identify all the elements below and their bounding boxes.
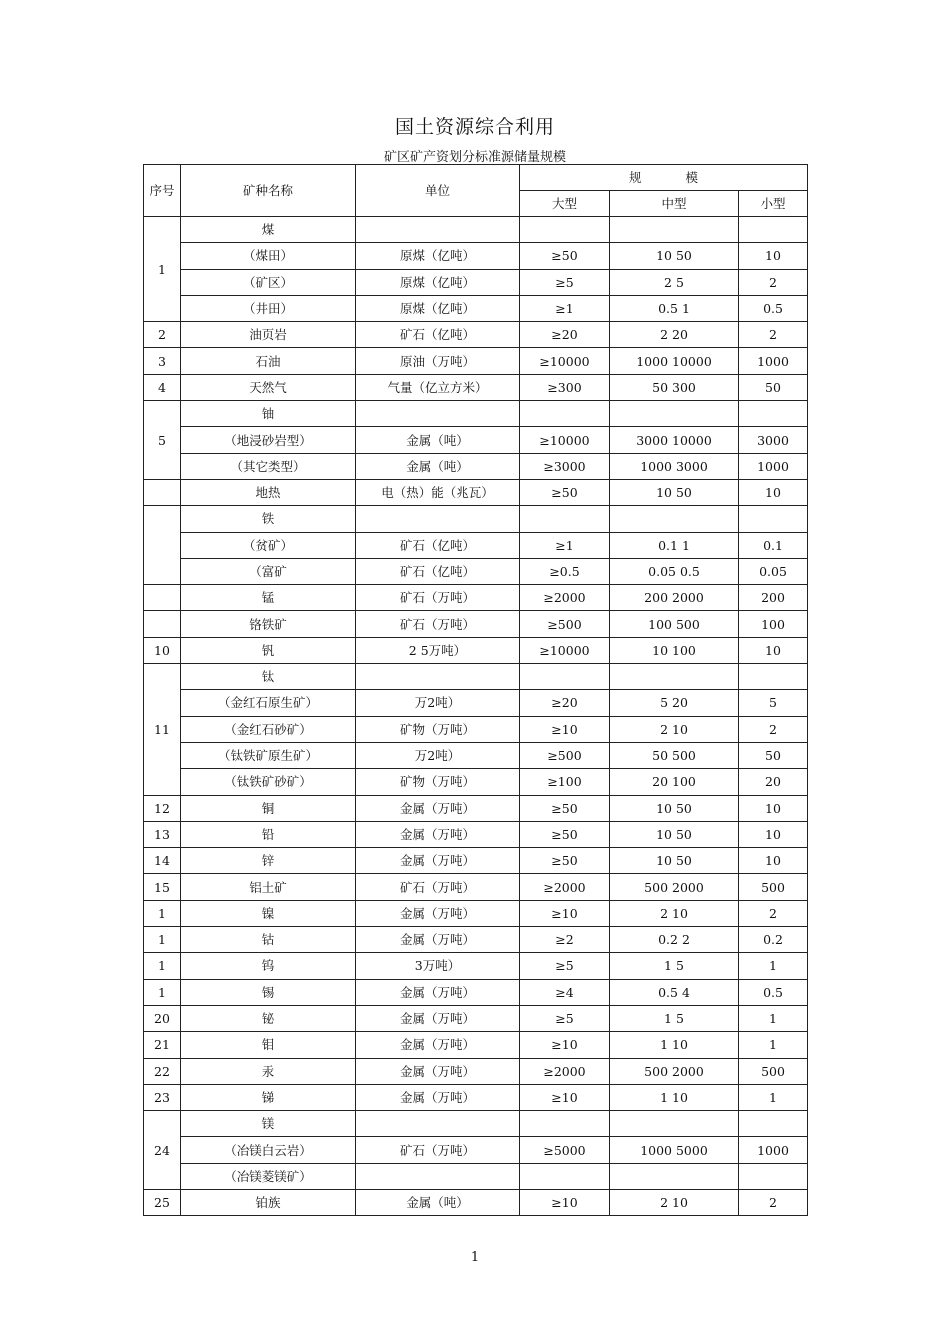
table-row	[144, 874, 808, 900]
cell-small: 50	[739, 742, 808, 768]
cell-large: ≥2	[520, 927, 610, 953]
cell-large: ≥2000	[520, 1058, 610, 1084]
cell-unit: 金属（吨）	[356, 1189, 520, 1215]
cell-no: 1	[144, 217, 181, 322]
cell-unit: 万2吨）	[356, 742, 520, 768]
cell-large: ≥20	[520, 322, 610, 348]
cell-small: 500	[739, 874, 808, 900]
cell-small	[739, 1163, 808, 1189]
cell-medium: 2 10	[610, 900, 739, 926]
cell-medium: 2 5	[610, 269, 739, 295]
cell-name: （冶镁白云岩）	[181, 1137, 356, 1163]
cell-name: 锰	[181, 585, 356, 611]
cell-small: 3000	[739, 427, 808, 453]
table-row	[144, 348, 808, 374]
table-row	[144, 585, 808, 611]
cell-no: 11	[144, 664, 181, 795]
cell-unit	[356, 217, 520, 243]
cell-small: 1	[739, 1084, 808, 1110]
cell-name: 锑	[181, 1084, 356, 1110]
cell-unit: 金属（万吨）	[356, 900, 520, 926]
cell-medium	[610, 217, 739, 243]
cell-small: 0.5	[739, 979, 808, 1005]
cell-medium: 200 2000	[610, 585, 739, 611]
cell-unit: 金属（吨）	[356, 427, 520, 453]
table-row	[144, 558, 808, 584]
cell-medium: 50 500	[610, 742, 739, 768]
table-row	[144, 1163, 808, 1189]
cell-unit: 金属（万吨）	[356, 1084, 520, 1110]
cell-small: 10	[739, 821, 808, 847]
cell-large: ≥10	[520, 900, 610, 926]
cell-no: 10	[144, 637, 181, 663]
cell-unit: 2 5万吨）	[356, 637, 520, 663]
cell-name: 铜	[181, 795, 356, 821]
cell-small: 1	[739, 1032, 808, 1058]
cell-name: （钛铁矿原生矿）	[181, 742, 356, 768]
cell-medium: 1 10	[610, 1084, 739, 1110]
table-row	[144, 243, 808, 269]
cell-large: ≥50	[520, 821, 610, 847]
table-row	[144, 664, 808, 690]
table-row	[144, 532, 808, 558]
table-row	[144, 1005, 808, 1031]
cell-unit: 金属（万吨）	[356, 1058, 520, 1084]
cell-no	[144, 479, 181, 505]
cell-medium	[610, 401, 739, 427]
table-row	[144, 769, 808, 795]
cell-large: ≥1	[520, 532, 610, 558]
cell-large: ≥10	[520, 1084, 610, 1110]
cell-unit: 原油（万吨）	[356, 348, 520, 374]
cell-name: 镍	[181, 900, 356, 926]
cell-name: 铋	[181, 1005, 356, 1031]
cell-small: 10	[739, 795, 808, 821]
cell-unit: 矿石（万吨）	[356, 611, 520, 637]
cell-unit: 金属（吨）	[356, 453, 520, 479]
cell-small: 500	[739, 1058, 808, 1084]
cell-large	[520, 664, 610, 690]
cell-unit: 原煤（亿吨）	[356, 243, 520, 269]
cell-small: 2	[739, 1189, 808, 1215]
cell-medium: 1 5	[610, 1005, 739, 1031]
cell-no: 24	[144, 1111, 181, 1190]
cell-large: ≥5	[520, 269, 610, 295]
cell-small: 10	[739, 848, 808, 874]
cell-no: 4	[144, 374, 181, 400]
cell-medium: 10 50	[610, 479, 739, 505]
cell-no: 15	[144, 874, 181, 900]
cell-small: 1	[739, 1005, 808, 1031]
cell-small: 1	[739, 953, 808, 979]
cell-medium: 2 10	[610, 716, 739, 742]
cell-medium: 1 5	[610, 953, 739, 979]
table-row	[144, 1058, 808, 1084]
cell-small: 200	[739, 585, 808, 611]
cell-large	[520, 1111, 610, 1137]
cell-unit: 矿石（亿吨）	[356, 322, 520, 348]
cell-no	[144, 585, 181, 611]
cell-large: ≥5	[520, 953, 610, 979]
cell-large	[520, 506, 610, 532]
cell-name: 铁	[181, 506, 356, 532]
cell-large	[520, 1163, 610, 1189]
header-unit: 单位	[356, 165, 520, 217]
cell-name: （贫矿）	[181, 532, 356, 558]
cell-unit: 矿物（万吨）	[356, 716, 520, 742]
cell-no: 25	[144, 1189, 181, 1215]
cell-large	[520, 401, 610, 427]
cell-name: （金红石砂矿）	[181, 716, 356, 742]
cell-unit: 万2吨）	[356, 690, 520, 716]
cell-large: ≥50	[520, 479, 610, 505]
cell-large: ≥20	[520, 690, 610, 716]
header-scale	[520, 165, 808, 191]
cell-name: 铅	[181, 821, 356, 847]
table-row	[144, 611, 808, 637]
cell-unit: 电（热）能（兆瓦）	[356, 479, 520, 505]
cell-no: 5	[144, 401, 181, 480]
cell-unit: 3万吨）	[356, 953, 520, 979]
cell-large: ≥2000	[520, 585, 610, 611]
cell-unit: 原煤（亿吨）	[356, 269, 520, 295]
cell-unit: 矿石（万吨）	[356, 874, 520, 900]
cell-unit: 原煤（亿吨）	[356, 295, 520, 321]
table-row	[144, 953, 808, 979]
table-row	[144, 900, 808, 926]
cell-unit: 气量（亿立方米）	[356, 374, 520, 400]
cell-large: ≥300	[520, 374, 610, 400]
table-row	[144, 637, 808, 663]
cell-large: ≥1	[520, 295, 610, 321]
cell-medium: 20 100	[610, 769, 739, 795]
cell-large: ≥5	[520, 1005, 610, 1031]
cell-small: 2	[739, 322, 808, 348]
cell-name: 石油	[181, 348, 356, 374]
cell-large: ≥4	[520, 979, 610, 1005]
cell-medium: 3000 10000	[610, 427, 739, 453]
cell-name: 铀	[181, 401, 356, 427]
page-number: 1	[470, 1250, 480, 1265]
cell-large: ≥0.5	[520, 558, 610, 584]
cell-name: 钴	[181, 927, 356, 953]
cell-medium: 2 10	[610, 1189, 739, 1215]
cell-medium: 10 100	[610, 637, 739, 663]
cell-name: 油页岩	[181, 322, 356, 348]
table-row	[144, 1084, 808, 1110]
table-row	[144, 1032, 808, 1058]
cell-no: 12	[144, 795, 181, 821]
cell-name: 铬铁矿	[181, 611, 356, 637]
cell-medium: 10 50	[610, 795, 739, 821]
header-large: 大型	[520, 191, 610, 217]
table-row	[144, 979, 808, 1005]
cell-medium: 5 20	[610, 690, 739, 716]
cell-small	[739, 401, 808, 427]
cell-small: 100	[739, 611, 808, 637]
cell-small: 10	[739, 479, 808, 505]
cell-unit: 矿物（万吨）	[356, 769, 520, 795]
cell-large: ≥3000	[520, 453, 610, 479]
cell-unit	[356, 1111, 520, 1137]
cell-unit: 金属（万吨）	[356, 821, 520, 847]
cell-large: ≥10000	[520, 348, 610, 374]
cell-no: 20	[144, 1005, 181, 1031]
cell-no	[144, 506, 181, 585]
cell-medium: 10 50	[610, 848, 739, 874]
cell-no: 1	[144, 927, 181, 953]
cell-large: ≥10000	[520, 637, 610, 663]
table-row	[144, 716, 808, 742]
cell-large: ≥5000	[520, 1137, 610, 1163]
table-row	[144, 401, 808, 427]
cell-small	[739, 217, 808, 243]
cell-name: 铝土矿	[181, 874, 356, 900]
cell-no: 3	[144, 348, 181, 374]
cell-medium: 500 2000	[610, 874, 739, 900]
cell-no: 23	[144, 1084, 181, 1110]
cell-small: 50	[739, 374, 808, 400]
cell-name: （冶镁菱镁矿）	[181, 1163, 356, 1189]
cell-medium: 0.5 4	[610, 979, 739, 1005]
table-row	[144, 690, 808, 716]
table-row	[144, 506, 808, 532]
table-row	[144, 269, 808, 295]
cell-no: 21	[144, 1032, 181, 1058]
table-body	[144, 217, 808, 1216]
document-title: 国土资源综合利用	[394, 116, 555, 138]
table-row	[144, 1189, 808, 1215]
cell-no	[144, 611, 181, 637]
cell-small: 0.2	[739, 927, 808, 953]
cell-medium: 0.5 1	[610, 295, 739, 321]
cell-no: 1	[144, 900, 181, 926]
cell-medium: 100 500	[610, 611, 739, 637]
cell-small: 0.05	[739, 558, 808, 584]
cell-medium	[610, 1163, 739, 1189]
cell-unit: 金属（万吨）	[356, 927, 520, 953]
table-row	[144, 479, 808, 505]
table-row	[144, 322, 808, 348]
table-row	[144, 742, 808, 768]
cell-name: （富矿	[181, 558, 356, 584]
cell-unit: 矿石（万吨）	[356, 585, 520, 611]
cell-no: 22	[144, 1058, 181, 1084]
table-row	[144, 427, 808, 453]
cell-medium: 10 50	[610, 821, 739, 847]
cell-large: ≥50	[520, 848, 610, 874]
cell-unit	[356, 1163, 520, 1189]
cell-small: 10	[739, 243, 808, 269]
table-row	[144, 795, 808, 821]
table-row	[144, 848, 808, 874]
cell-unit: 金属（万吨）	[356, 848, 520, 874]
header-scale-label: 规 模	[629, 170, 718, 185]
header-no: 序号	[144, 165, 181, 217]
table-row	[144, 821, 808, 847]
cell-medium: 10 50	[610, 243, 739, 269]
cell-name: （地浸砂岩型）	[181, 427, 356, 453]
cell-small: 0.5	[739, 295, 808, 321]
cell-medium: 0.2 2	[610, 927, 739, 953]
cell-no: 1	[144, 953, 181, 979]
table-row	[144, 217, 808, 243]
cell-small: 1000	[739, 1137, 808, 1163]
cell-name: 钼	[181, 1032, 356, 1058]
cell-medium: 500 2000	[610, 1058, 739, 1084]
cell-large	[520, 217, 610, 243]
cell-name: 镁	[181, 1111, 356, 1137]
cell-medium	[610, 1111, 739, 1137]
table-row	[144, 453, 808, 479]
cell-unit	[356, 401, 520, 427]
table-row	[144, 1111, 808, 1137]
cell-name: （井田）	[181, 295, 356, 321]
cell-small: 5	[739, 690, 808, 716]
cell-name: （矿区）	[181, 269, 356, 295]
cell-small	[739, 664, 808, 690]
cell-no: 1	[144, 979, 181, 1005]
cell-small: 10	[739, 637, 808, 663]
header-mineral-name: 矿种名称	[181, 165, 356, 217]
cell-small: 2	[739, 900, 808, 926]
cell-unit: 矿石（万吨）	[356, 1137, 520, 1163]
mineral-scale-table	[143, 164, 808, 1216]
cell-unit: 金属（万吨）	[356, 795, 520, 821]
cell-small: 2	[739, 269, 808, 295]
cell-small: 1000	[739, 453, 808, 479]
cell-small: 1000	[739, 348, 808, 374]
cell-name: 钛	[181, 664, 356, 690]
cell-large: ≥2000	[520, 874, 610, 900]
cell-large: ≥10	[520, 716, 610, 742]
cell-name: 汞	[181, 1058, 356, 1084]
cell-medium: 50 300	[610, 374, 739, 400]
table-caption: 矿区矿产资划分标准源储量规模	[383, 150, 566, 165]
cell-name: 锌	[181, 848, 356, 874]
header-small: 小型	[739, 191, 808, 217]
cell-medium: 1000 10000	[610, 348, 739, 374]
cell-medium	[610, 506, 739, 532]
cell-large: ≥50	[520, 243, 610, 269]
cell-unit: 金属（万吨）	[356, 1032, 520, 1058]
cell-name: （钛铁矿砂矿）	[181, 769, 356, 795]
cell-medium: 1000 5000	[610, 1137, 739, 1163]
cell-large: ≥500	[520, 742, 610, 768]
table-row	[144, 927, 808, 953]
cell-unit	[356, 506, 520, 532]
table-row	[144, 374, 808, 400]
cell-no: 14	[144, 848, 181, 874]
cell-small: 0.1	[739, 532, 808, 558]
cell-name: 锡	[181, 979, 356, 1005]
cell-name: 地热	[181, 479, 356, 505]
cell-unit: 矿石（亿吨）	[356, 532, 520, 558]
table-row	[144, 1137, 808, 1163]
cell-name: （煤田）	[181, 243, 356, 269]
cell-medium: 2 20	[610, 322, 739, 348]
cell-large: ≥50	[520, 795, 610, 821]
cell-unit: 金属（万吨）	[356, 1005, 520, 1031]
cell-small: 20	[739, 769, 808, 795]
cell-medium: 0.1 1	[610, 532, 739, 558]
cell-unit: 金属（万吨）	[356, 979, 520, 1005]
cell-small: 2	[739, 716, 808, 742]
cell-medium: 0.05 0.5	[610, 558, 739, 584]
cell-medium: 1 10	[610, 1032, 739, 1058]
cell-large: ≥10	[520, 1189, 610, 1215]
cell-small	[739, 1111, 808, 1137]
table-row	[144, 295, 808, 321]
cell-name: 钨	[181, 953, 356, 979]
cell-large: ≥10000	[520, 427, 610, 453]
cell-large: ≥10	[520, 1032, 610, 1058]
cell-name: 铂族	[181, 1189, 356, 1215]
cell-medium	[610, 664, 739, 690]
cell-unit: 矿石（亿吨）	[356, 558, 520, 584]
cell-name: （金红石原生矿）	[181, 690, 356, 716]
cell-no: 2	[144, 322, 181, 348]
cell-medium: 1000 3000	[610, 453, 739, 479]
cell-small	[739, 506, 808, 532]
cell-large: ≥100	[520, 769, 610, 795]
cell-name: 煤	[181, 217, 356, 243]
cell-no: 13	[144, 821, 181, 847]
cell-unit	[356, 664, 520, 690]
cell-large: ≥500	[520, 611, 610, 637]
cell-name: （其它类型）	[181, 453, 356, 479]
cell-name: 天然气	[181, 374, 356, 400]
header-medium: 中型	[610, 191, 739, 217]
cell-name: 钒	[181, 637, 356, 663]
